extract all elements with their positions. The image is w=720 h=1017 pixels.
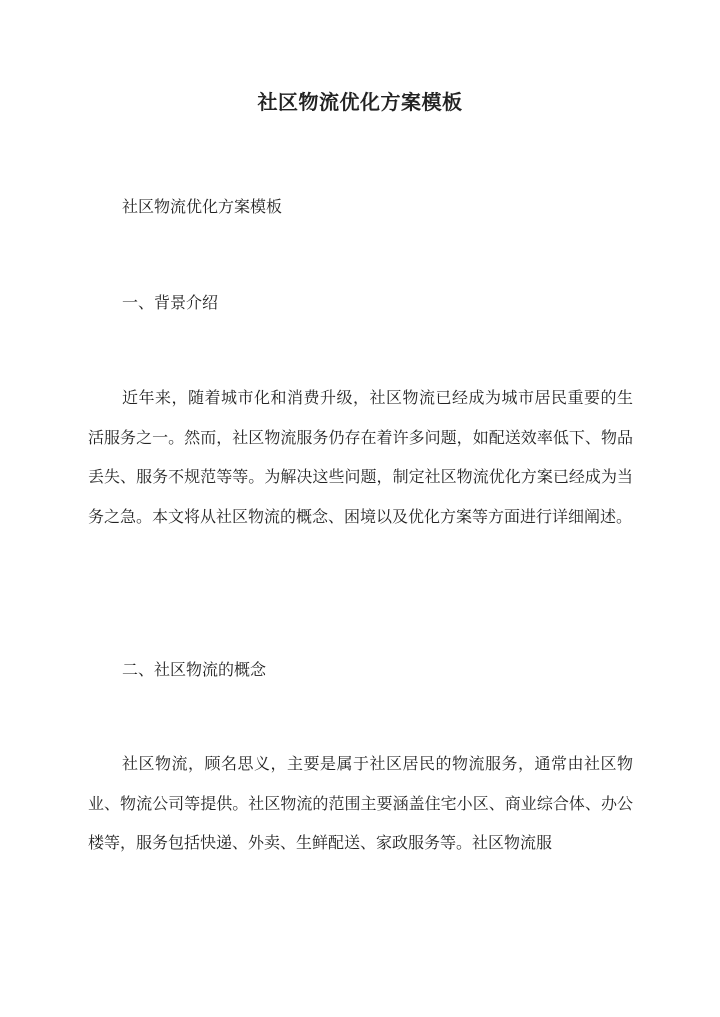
section-paragraph-background: 近年来，随着城市化和消费升级，社区物流已经成为城市居民重要的生活服务之一。然而，社区物流服务仍存在着许多问题，如配送效率低下、物品丢失、服务不规范等等。为解决这些问题，制定社区物流优化方案已经成为当务之急。本文将从社区物流的概念、困境以及优化方案等方面进行详细阐述。: [88, 388, 633, 526]
document-title: 社区物流优化方案模板: [257, 90, 463, 114]
section-heading-concept: 二、社区物流的概念: [122, 660, 267, 679]
section-heading-background: 一、背景介绍: [122, 293, 219, 312]
document-subtitle: 社区物流优化方案模板: [122, 197, 283, 216]
section-paragraph-concept: 社区物流，顾名思义，主要是属于社区居民的物流服务，通常由社区物业、物流公司等提供。社区物流的范围主要涵盖住宅小区、商业综合体、办公楼等，服务包括快递、外卖、生鲜配送、家政服务等。社区物流服: [88, 754, 633, 852]
